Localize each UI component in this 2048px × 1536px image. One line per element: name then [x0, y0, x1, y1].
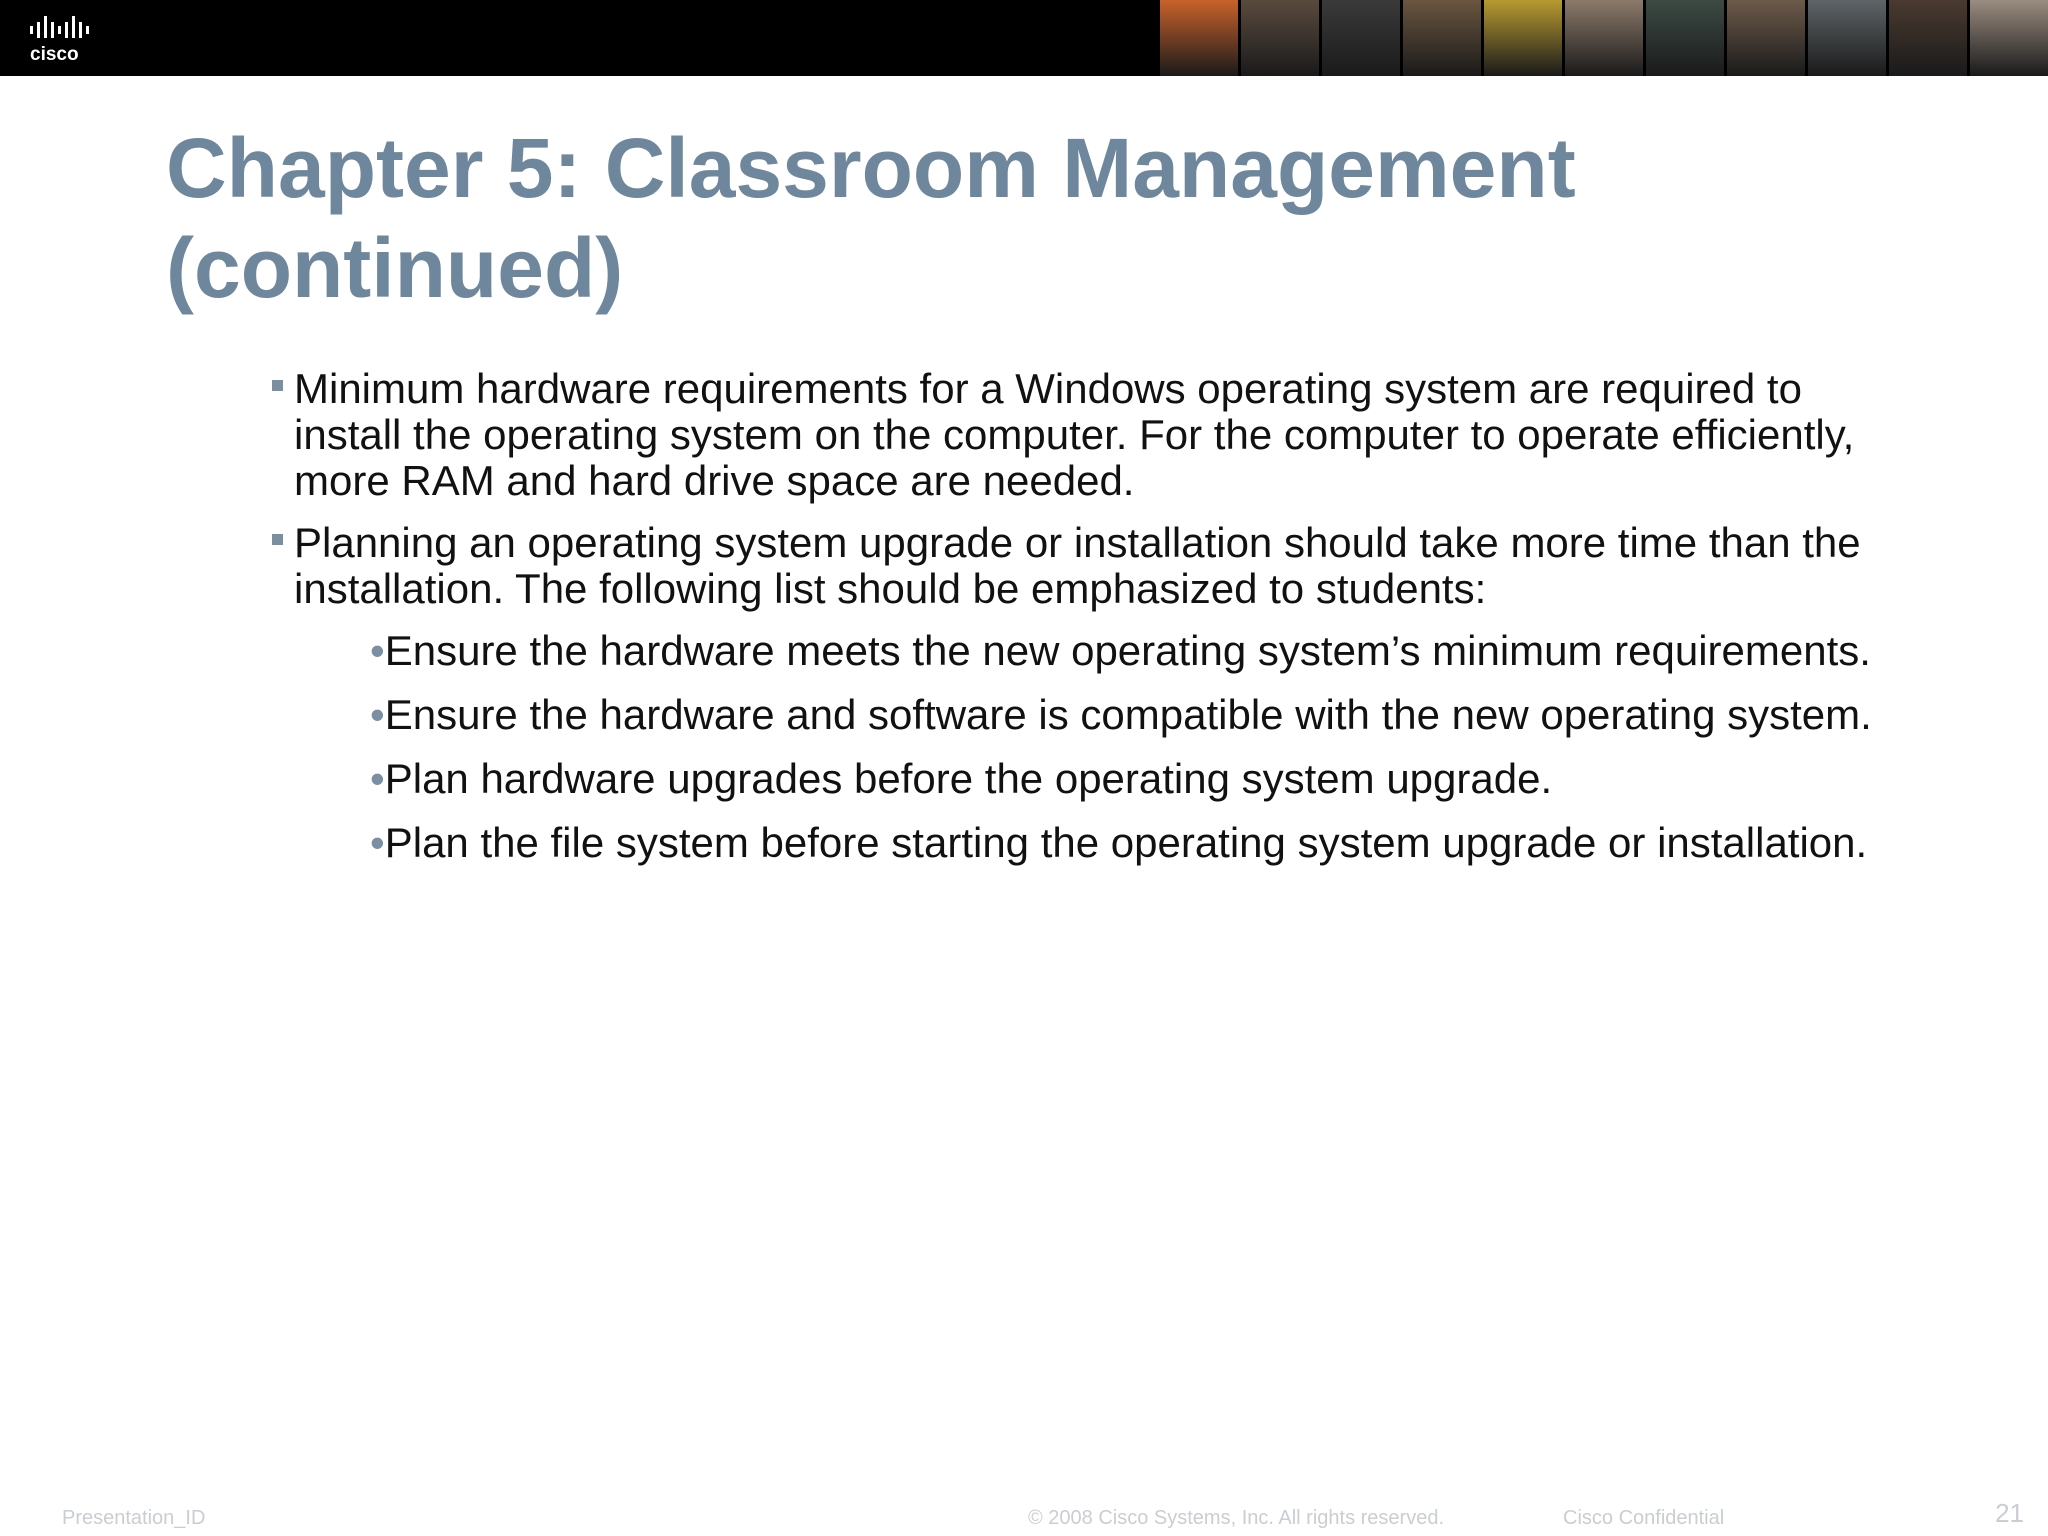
dot-bullet-icon: • — [370, 755, 385, 802]
slide-content — [270, 366, 1910, 884]
dot-bullet-icon: • — [370, 691, 385, 738]
photo-student-woman — [1241, 0, 1319, 76]
presentation-id: Presentation_ID — [62, 1507, 206, 1529]
photo-man-suit — [1322, 0, 1400, 76]
sub-bullet-item — [370, 820, 1910, 866]
sub-bullet-text: Plan hardware upgrades before the operating system upgrade. — [384, 755, 1553, 802]
photo-woman-headscarf — [1565, 0, 1643, 76]
photo-man-dark — [1889, 0, 1967, 76]
bullet-item — [270, 366, 1910, 504]
photo-student-man — [1403, 0, 1481, 76]
logo-wordmark: cisco — [30, 44, 79, 64]
square-bullet-icon — [272, 534, 283, 545]
sub-bullet-list — [370, 628, 1910, 866]
confidential-label: Cisco Confidential — [1563, 1507, 1725, 1529]
photo-man-cap — [1970, 0, 2048, 76]
sub-bullet-item — [370, 628, 1910, 674]
page-number: 21 — [1995, 1498, 2024, 1528]
bullet-item — [270, 520, 1910, 612]
header-bar — [0, 0, 2048, 76]
photo-mosaic — [1160, 0, 1238, 76]
slide-title: Chapter 5: Classroom Management (continued) — [166, 121, 1576, 315]
photo-woman-smiling — [1727, 0, 1805, 76]
photo-yellow-pattern — [1484, 0, 1562, 76]
copyright-notice: © 2008 Cisco Systems, Inc. All rights reserved. — [1028, 1507, 1445, 1529]
dot-bullet-icon: • — [370, 627, 385, 674]
sub-bullet-text: Ensure the hardware meets the new operating system’s minimum requirements. — [384, 627, 1871, 674]
bullet-text: Minimum hardware requirements for a Windows operating system are required to install the operating system on the computer. For the computer to operate efficiently, more RAM and hard drive space are needed. — [294, 365, 1855, 504]
photo-strip — [1160, 0, 2048, 76]
sub-bullet-item — [370, 756, 1910, 802]
bullet-text: Planning an operating system upgrade or installation should take more time than the installation. The following list should be emphasized to students: — [294, 519, 1861, 612]
square-bullet-icon — [272, 380, 283, 391]
sub-bullet-text: Ensure the hardware and software is compatible with the new operating system. — [384, 691, 1872, 738]
sub-bullet-item — [370, 692, 1910, 738]
sub-bullet-text: Plan the file system before starting the operating system upgrade or installation. — [384, 819, 1868, 866]
photo-gray — [1808, 0, 1886, 76]
cisco-logo — [28, 12, 118, 64]
photo-chalkboard — [1646, 0, 1724, 76]
dot-bullet-icon: • — [370, 819, 385, 866]
